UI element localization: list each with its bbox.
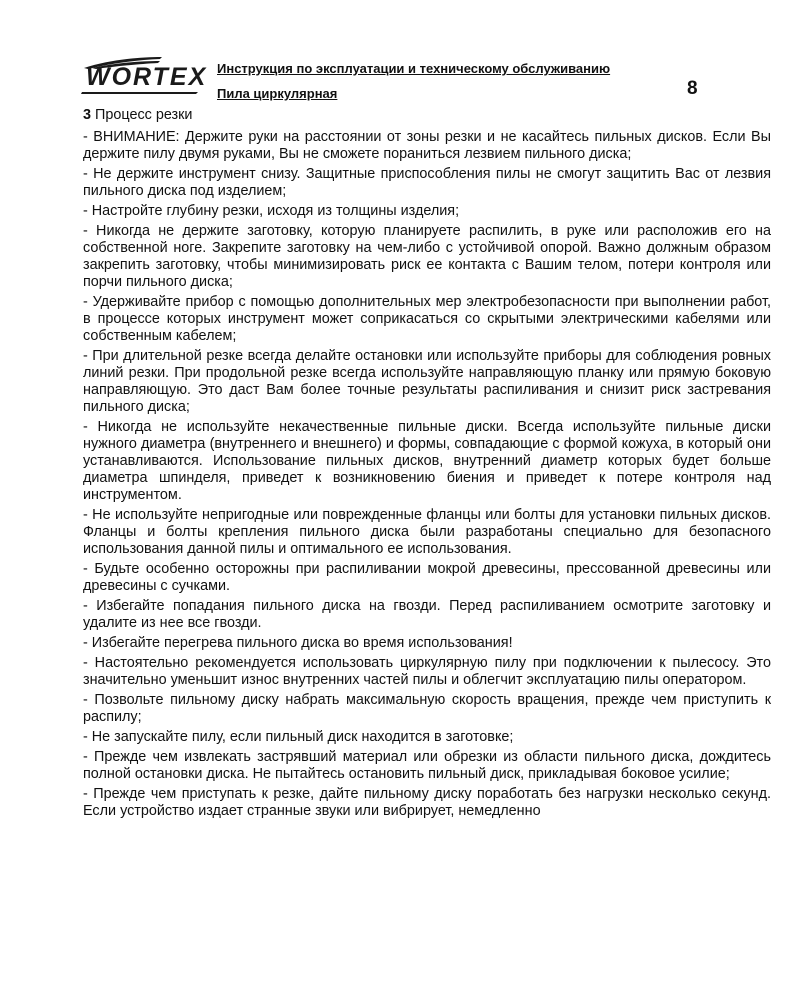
section-title: Процесс резки bbox=[95, 107, 193, 123]
paragraph: - Никогда не держите заготовку, которую планируете распилить, в руке или расположив его на собственной ноге. Закрепите заготовку на чем-либо с устойчивой опорой. Важно должным образом закрепить заготовку, чтобы минимизировать риск ее контакта с Вашим телом, потери контроля или порчи пильного диска; bbox=[83, 223, 771, 290]
document-subtitle: Пила циркулярная bbox=[217, 86, 338, 101]
logo-text: WORTEX bbox=[86, 63, 208, 91]
document-title: Инструкция по эксплуатации и техническому обслуживанию bbox=[217, 61, 611, 76]
page-number: 8 bbox=[687, 78, 698, 99]
paragraph: - Настройте глубину резки, исходя из толщины изделия; bbox=[83, 203, 460, 219]
paragraph: - ВНИМАНИЕ: Держите руки на расстоянии от зоны резки и не касайтесь пильных дисков. Если Вы держите пилу двумя руками, Вы не сможете пораниться лезвием пильного диска; bbox=[83, 129, 771, 162]
paragraph: - Не используйте непригодные или поврежденные фланцы или болты для установки пильных дисков. Фланцы и болты крепления пильного диска были разработаны специально для безопасного использования данной пилы и оптимального ее использования. bbox=[83, 507, 771, 557]
page-content bbox=[83, 107, 771, 823]
paragraph: - Настоятельно рекомендуется использовать циркулярную пилу при подключении к пылесосу. Это значительно уменьшит износ внутренних частей пилы и облегчит эксплуатацию пилы оператором. bbox=[83, 655, 771, 688]
paragraph: - Не запускайте пилу, если пильный диск находится в заготовке; bbox=[83, 729, 514, 745]
paragraph: - Удерживайте прибор с помощью дополнительных мер электробезопасности при выполнении работ, в процессе которых инструмент может соприкасаться со скрытыми электрическими кабелями или собственным кабелем; bbox=[83, 294, 771, 344]
paragraph: - Не держите инструмент снизу. Защитные приспособления пилы не смогут защитить Вас от лезвия пильного диска под изделием; bbox=[83, 166, 771, 199]
paragraph: - Избегайте перегрева пильного диска во время использования! bbox=[83, 635, 513, 651]
paragraph: - Прежде чем извлекать застрявший материал или обрезки из области пильного диска, дождитесь полной остановки диска. Не пытайтесь остановить пильный диск, прикладывая боковое усилие; bbox=[83, 749, 771, 782]
paragraph: - Позвольте пильному диску набрать максимальную скорость вращения, прежде чем приступить к распилу; bbox=[83, 692, 771, 725]
paragraph: - Никогда не используйте некачественные пильные диски. Всегда используйте пильные диски нужного диаметра (внутреннего и внешнего) и формы, совпадающие с формой кожуха, в который они устанавливаются. Использование пильных дисков, внутренний диаметр которых будет больше диаметра шпинделя, приведет к возникновению биения и приведет к потере контроля над инструментом. bbox=[83, 419, 771, 503]
section-number: 3 bbox=[83, 107, 92, 123]
paragraph: - Прежде чем приступать к резке, дайте пильному диску поработать без нагрузки несколько секунд. Если устройство издает странные звуки или вибрирует, немедленно bbox=[83, 786, 771, 819]
section-heading bbox=[83, 107, 771, 124]
paragraph: - При длительной резке всегда делайте остановки или используйте приборы для соблюдения ровных линий резки. При продольной резке всегда используйте направляющую планку или прямую боковую направляющую. Это даст Вам более точные результаты распиливания и снизит риск застревания пильного диска; bbox=[83, 348, 771, 415]
paragraph: - Избегайте попадания пильного диска на гвозди. Перед распиливанием осмотрите заготовку и удалите из нее все гвозди. bbox=[83, 598, 771, 631]
paragraph: - Будьте особенно осторожны при распиливании мокрой древесины, прессованной древесины или древесины с сучками. bbox=[83, 561, 771, 594]
wortex-logo bbox=[78, 52, 206, 96]
page-header bbox=[78, 52, 718, 102]
